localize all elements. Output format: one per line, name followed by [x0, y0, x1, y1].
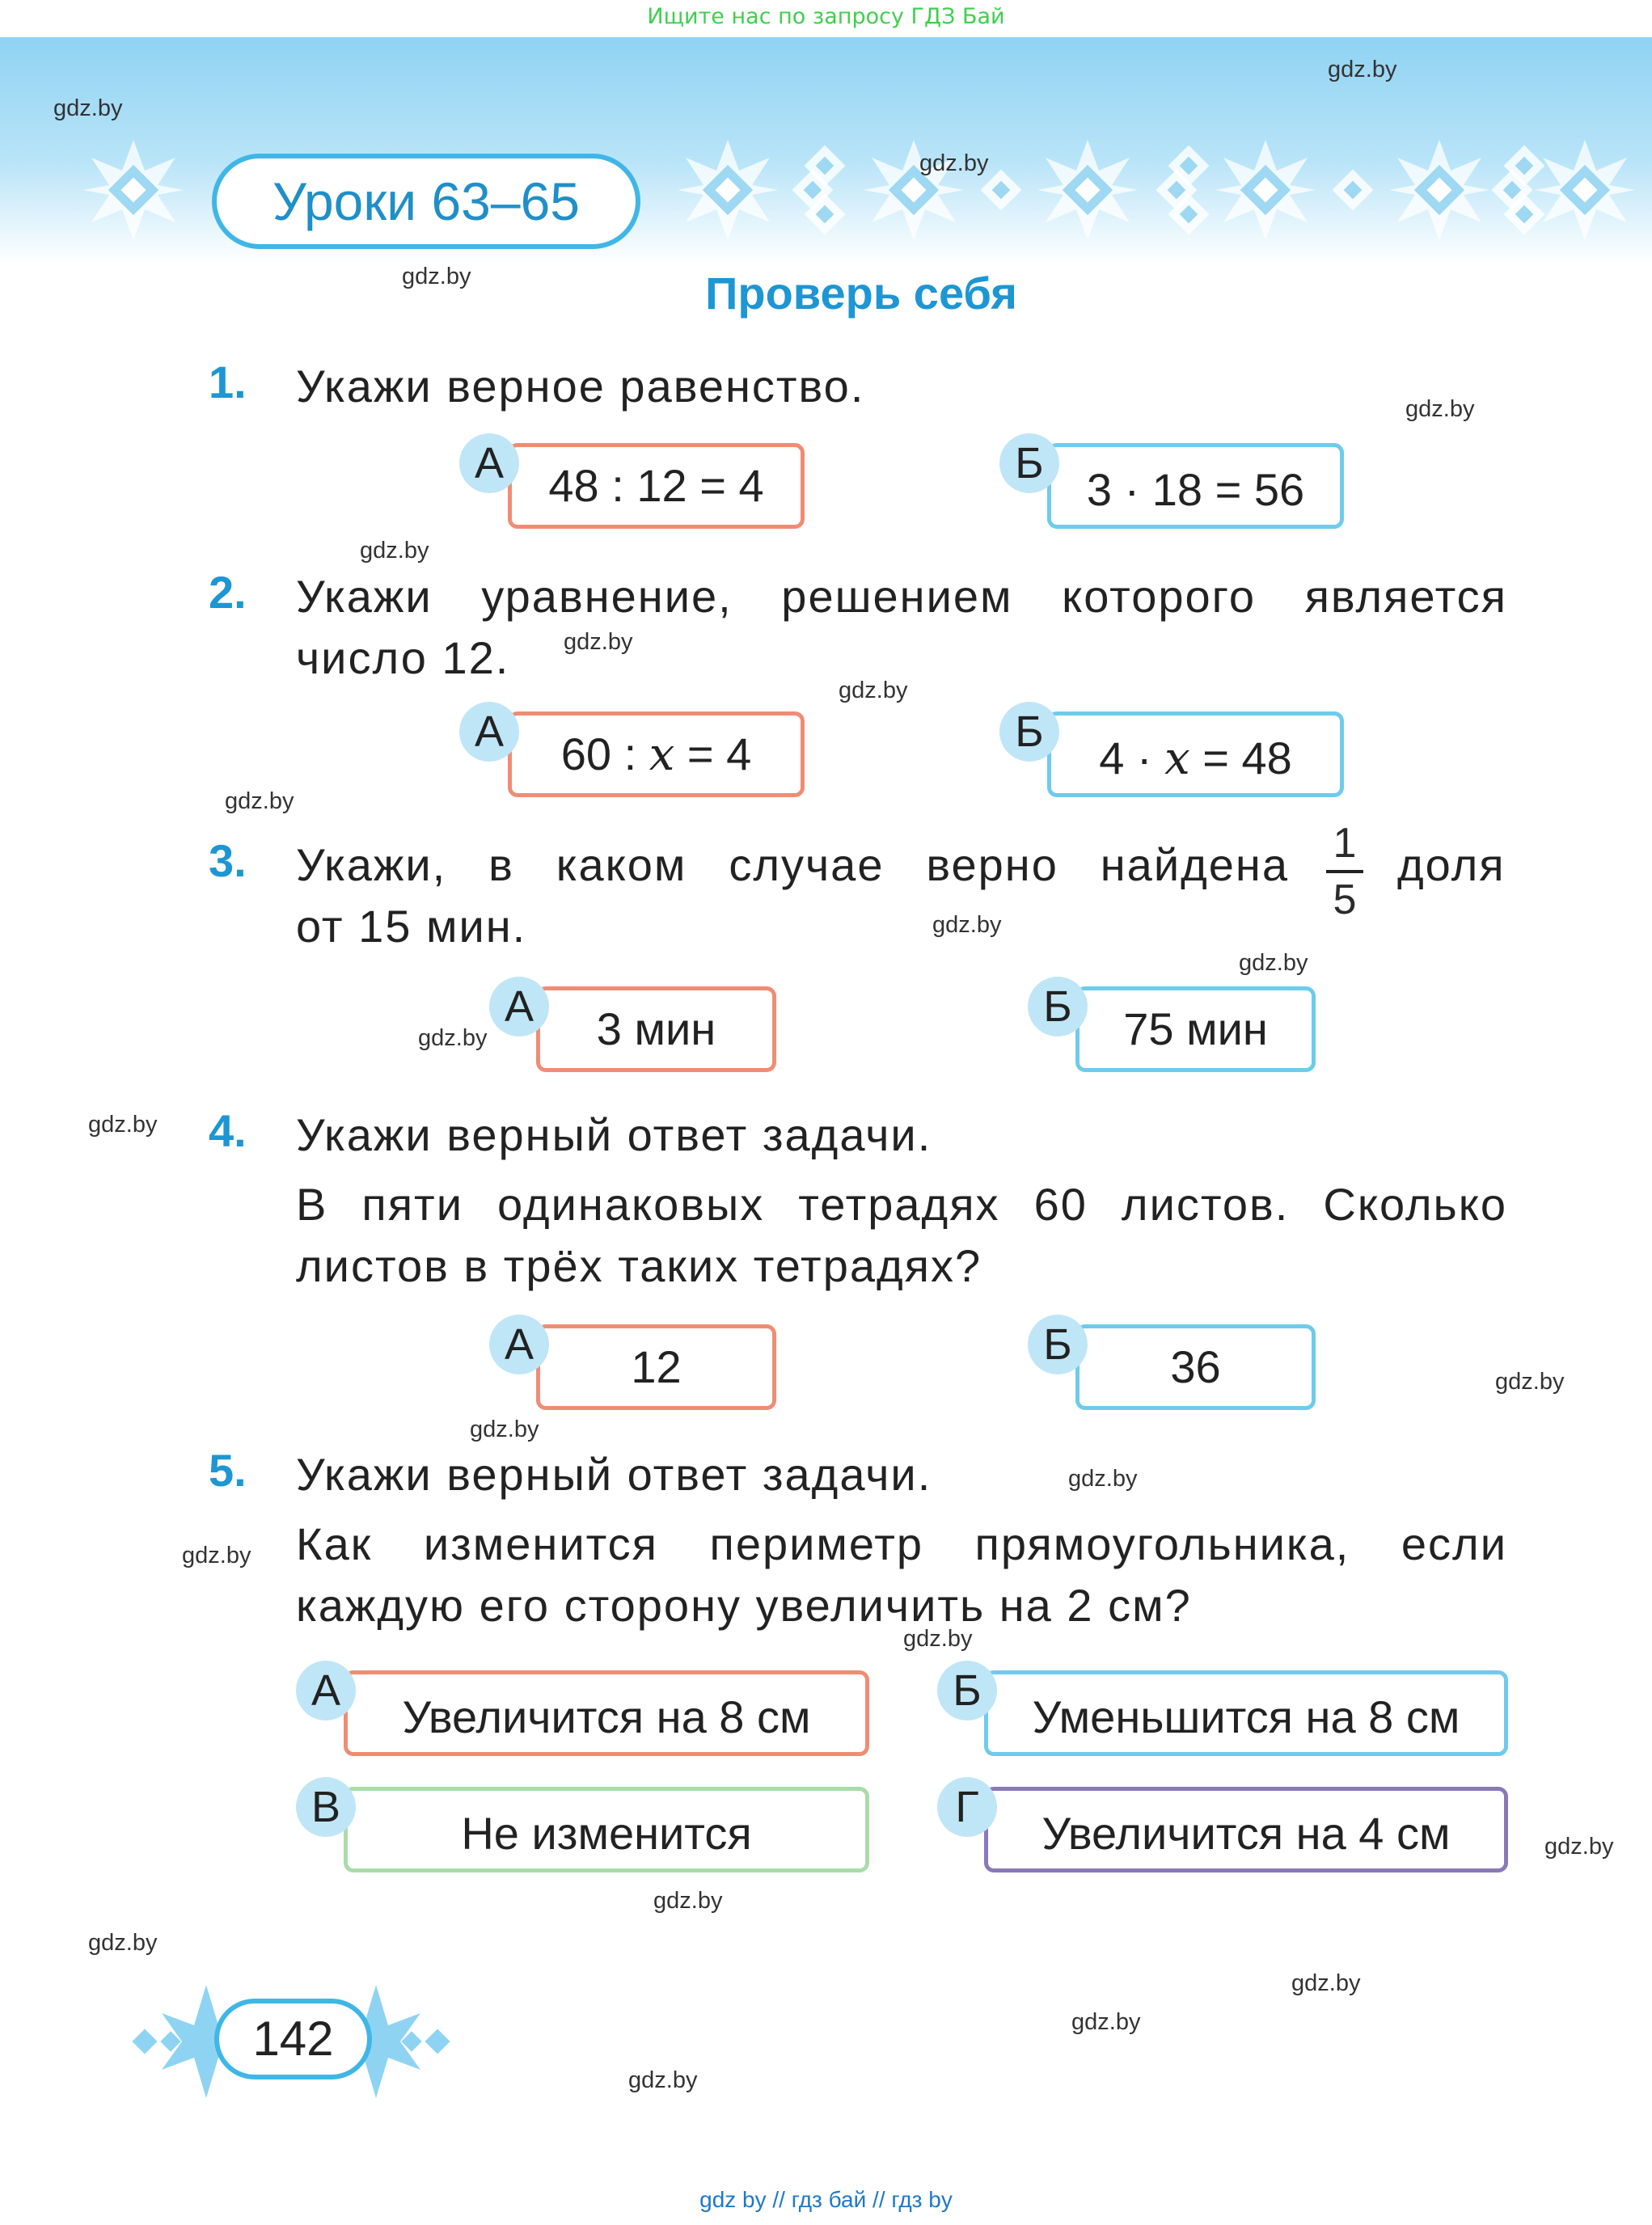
- question-text: доля: [1397, 839, 1506, 890]
- option-text: Уменьшится на 8 см: [1032, 1691, 1460, 1742]
- option-b[interactable]: [1075, 1324, 1316, 1410]
- option-text: Не изменится: [461, 1808, 752, 1859]
- watermark: gdz.by: [418, 1025, 488, 1051]
- question-number: 3.: [209, 835, 247, 886]
- option-b[interactable]: [1047, 711, 1344, 797]
- watermark: gdz.by: [839, 678, 908, 703]
- option-a[interactable]: [344, 1670, 869, 1756]
- option-text: Увеличится на 8 см: [402, 1691, 811, 1742]
- option-letter: А: [459, 433, 519, 493]
- fraction-numerator: 1: [1333, 820, 1357, 867]
- option-a[interactable]: [536, 986, 776, 1072]
- option-text: = 48: [1189, 733, 1292, 783]
- watermark: gdz.by: [402, 264, 471, 289]
- option-text: 3 · 18 = 56: [1086, 464, 1305, 515]
- option-text: 36: [1170, 1341, 1221, 1392]
- option-text: = 4: [674, 728, 752, 779]
- watermark: gdz.by: [1071, 2009, 1141, 2035]
- question-number: 4.: [209, 1105, 247, 1156]
- watermark: gdz.by: [1495, 1369, 1565, 1395]
- watermark: gdz.by: [1544, 1834, 1614, 1860]
- option-letter: Б: [999, 702, 1059, 762]
- footer-links[interactable]: gdz by // гдз бай // гдз by: [699, 2187, 953, 2212]
- question-text: Укажи верный ответ задачи.: [296, 1449, 932, 1500]
- section-title: Проверь себя: [705, 268, 1017, 319]
- option-text: 12: [631, 1341, 682, 1392]
- question-text: Укажи верное равенство.: [296, 361, 865, 412]
- question-text: Как изменится периметр прямоугольника, если: [296, 1518, 1507, 1569]
- top-note: Ищите нас по запросу ГДЗ Бай: [647, 4, 1005, 29]
- variable: x: [1164, 733, 1190, 785]
- watermark: gdz.by: [1328, 57, 1397, 82]
- watermark: gdz.by: [1405, 396, 1475, 422]
- watermark: gdz.by: [653, 1888, 723, 1914]
- option-text: 4 ·: [1099, 733, 1165, 783]
- question-text: В пяти одинаковых тетрадях 60 листов. Сколько: [296, 1179, 1507, 1230]
- watermark: gdz.by: [919, 150, 989, 176]
- option-text: 48 : 12 = 4: [548, 460, 764, 511]
- watermark: gdz.by: [564, 629, 633, 655]
- watermark: gdz.by: [903, 1626, 973, 1652]
- watermark: gdz.by: [88, 1112, 158, 1138]
- question-number: 5.: [209, 1445, 247, 1496]
- question-text: число 12.: [296, 632, 510, 683]
- fraction-bar: [1326, 870, 1363, 873]
- option-a[interactable]: [508, 443, 805, 529]
- watermark: gdz.by: [225, 788, 294, 814]
- option-letter: А: [296, 1661, 356, 1720]
- option-letter: В: [296, 1777, 356, 1837]
- watermark: gdz.by: [1068, 1466, 1138, 1492]
- question-text: Укажи, в каком случае верно найдена: [296, 839, 1289, 890]
- option-g[interactable]: [984, 1787, 1508, 1872]
- watermark: gdz.by: [53, 95, 123, 121]
- question-text: листов в трёх таких тетрадях?: [296, 1240, 982, 1291]
- variable: x: [649, 728, 675, 781]
- page-number: 142: [214, 1999, 372, 2079]
- question-number: 2.: [209, 567, 247, 618]
- option-a[interactable]: [536, 1324, 776, 1410]
- option-a[interactable]: [508, 711, 805, 797]
- option-b[interactable]: [1047, 443, 1344, 529]
- option-b[interactable]: [984, 1670, 1508, 1756]
- option-text: 3 мин: [596, 1003, 716, 1054]
- fraction-denominator: 5: [1333, 876, 1357, 923]
- watermark: gdz.by: [932, 912, 1002, 938]
- question-number: 1.: [209, 357, 247, 407]
- option-b[interactable]: [1075, 986, 1316, 1072]
- option-text: 60 :: [560, 728, 649, 779]
- option-v[interactable]: [344, 1787, 869, 1872]
- question-text: каждую его сторону увеличить на 2 см?: [296, 1580, 1192, 1631]
- question-text: от 15 мин.: [296, 901, 527, 952]
- watermark: gdz.by: [1239, 950, 1308, 976]
- option-letter: А: [489, 977, 549, 1037]
- option-text: 75 мин: [1123, 1003, 1268, 1054]
- lesson-label: Уроки 63–65: [212, 154, 640, 249]
- watermark: gdz.by: [360, 538, 429, 564]
- question-text: Укажи уравнение, решением которого является: [296, 571, 1507, 622]
- watermark: gdz.by: [182, 1543, 251, 1568]
- fraction: [1326, 818, 1363, 925]
- option-letter: Б: [999, 433, 1059, 493]
- option-letter: Б: [1028, 977, 1088, 1037]
- option-letter: Б: [1028, 1315, 1088, 1374]
- watermark: gdz.by: [1291, 1970, 1361, 1996]
- watermark: gdz.by: [628, 2067, 698, 2093]
- option-letter: Г: [937, 1777, 997, 1837]
- option-letter: А: [459, 702, 519, 762]
- question-text: Укажи верный ответ задачи.: [296, 1109, 932, 1160]
- option-letter: А: [489, 1315, 549, 1374]
- watermark: gdz.by: [88, 1930, 158, 1956]
- watermark: gdz.by: [470, 1416, 539, 1442]
- option-text: Увеличится на 4 см: [1041, 1808, 1451, 1859]
- option-letter: Б: [937, 1661, 997, 1720]
